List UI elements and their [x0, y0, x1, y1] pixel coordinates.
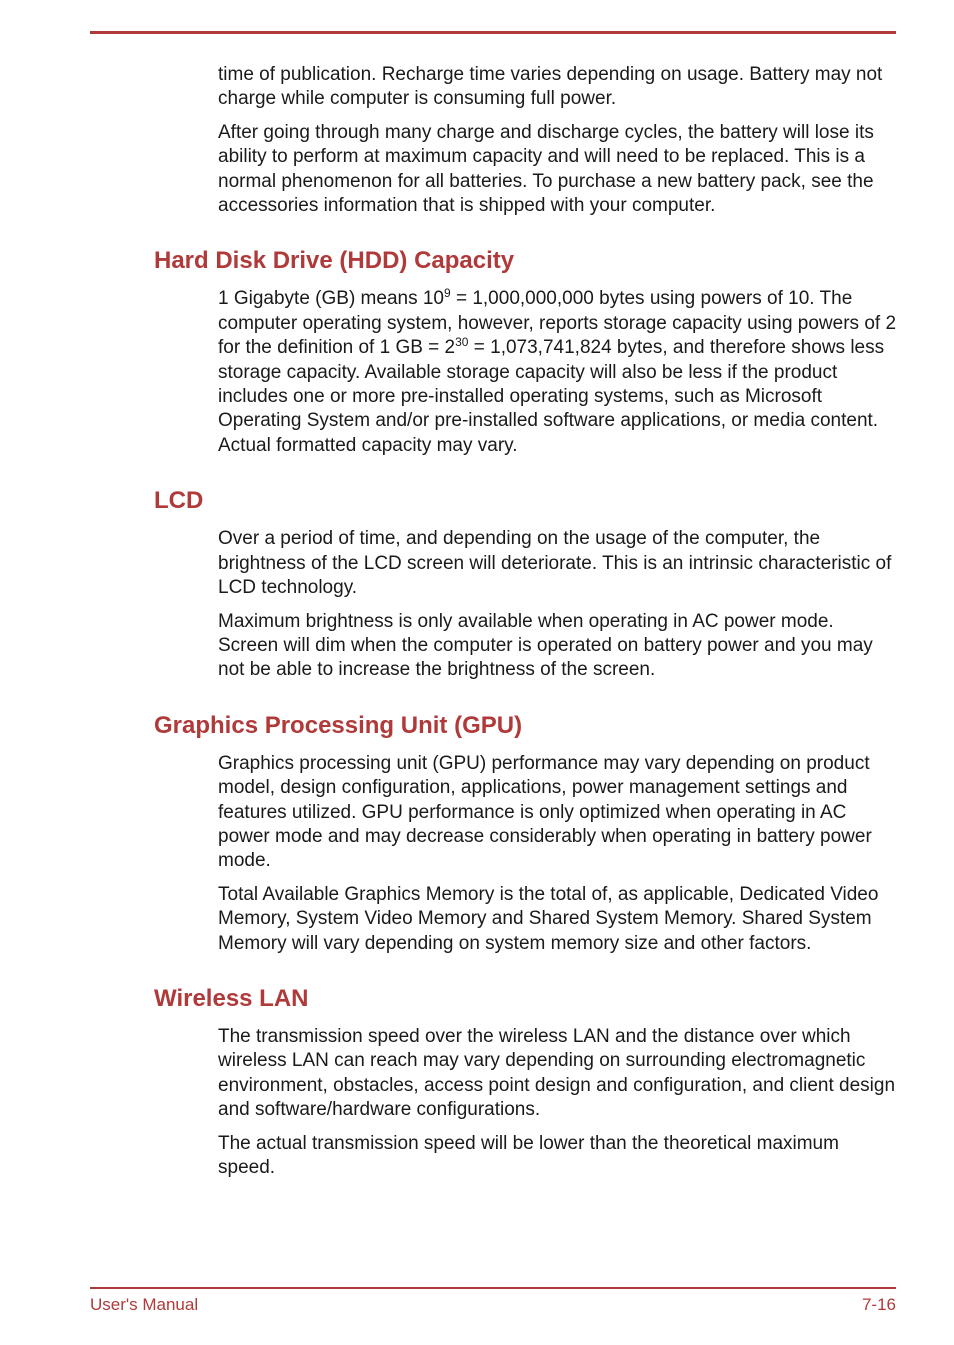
header-rule: [90, 31, 896, 34]
intro-paragraph-2: After going through many charge and discharge cycles, the battery will lose its ability to perform at maximum capacity and will need to be replaced. This is a normal phenomenon for all batteries. To purchase a new battery pack, see the accessories information that is shipped with your computer.: [218, 121, 874, 217]
lcd-paragraph-1: Over a period of time, and depending on the usage of the computer, the brightness of the LCD screen will deteriorate. This is an intrinsic characteristic of LCD technology.: [218, 528, 892, 599]
hdd-text-2: = 1,000,000,000 bytes using powers of 10. The computer operating system, however, reports storage capacity using powers of 2 for the definition of 1 GB = 2: [218, 288, 897, 359]
footer-page-number: 7-16: [861, 1295, 896, 1314]
hdd-exponent-1: 9: [444, 286, 451, 301]
gpu-paragraph-1: Graphics processing unit (GPU) performance may vary depending on product model, design configuration, applications, power management settings and features utilized. GPU performance is only optimized when operating in AC power mode and may decrease considerably when operating in battery power mode.: [218, 752, 872, 872]
gpu-paragraph-2: Total Available Graphics Memory is the total of, as applicable, Dedicated Video Memory, System Video Memory and Shared System Memory. Shared System Memory will vary depending on system memory size and other factors.: [218, 883, 879, 954]
hdd-heading: Hard Disk Drive (HDD) Capacity: [154, 247, 515, 275]
page-content: [0, 63, 954, 1189]
hdd-text-3: = 1,073,741,824 bytes, and therefore shows less storage capacity. Available storage capacity will also be less if the product includes one or more pre-installed operating systems, such as Microsoft Operating System and/or pre-installed software applications, or media content. Actual formatted capacity may vary.: [218, 337, 885, 456]
hdd-exponent-2: 30: [455, 335, 469, 350]
wlan-heading: Wireless LAN: [154, 984, 309, 1012]
hdd-text-1: 1 Gigabyte (GB) means 10: [218, 288, 444, 310]
gpu-heading: Graphics Processing Unit (GPU): [154, 711, 523, 739]
lcd-heading: LCD: [154, 487, 204, 515]
intro-paragraph-1: time of publication. Recharge time varies depending on usage. Battery may not charge while computer is consuming full power.: [218, 64, 883, 110]
lcd-paragraph-2: Maximum brightness is only available when operating in AC power mode. Screen will dim when the computer is operated on battery power and you may not be able to increase the brightness of the screen.: [218, 610, 873, 681]
wlan-paragraph-1: The transmission speed over the wireless LAN and the distance over which wireless LAN can reach may vary depending on surrounding electromagnetic environment, obstacles, access point design and configuration, and client design and software/hardware configurations.: [218, 1025, 896, 1121]
footer-rule: [90, 1287, 896, 1289]
wlan-paragraph-2: The actual transmission speed will be lower than the theoretical maximum speed.: [218, 1132, 839, 1178]
footer-manual-title: User's Manual: [90, 1295, 199, 1314]
hdd-paragraph: [218, 287, 898, 458]
